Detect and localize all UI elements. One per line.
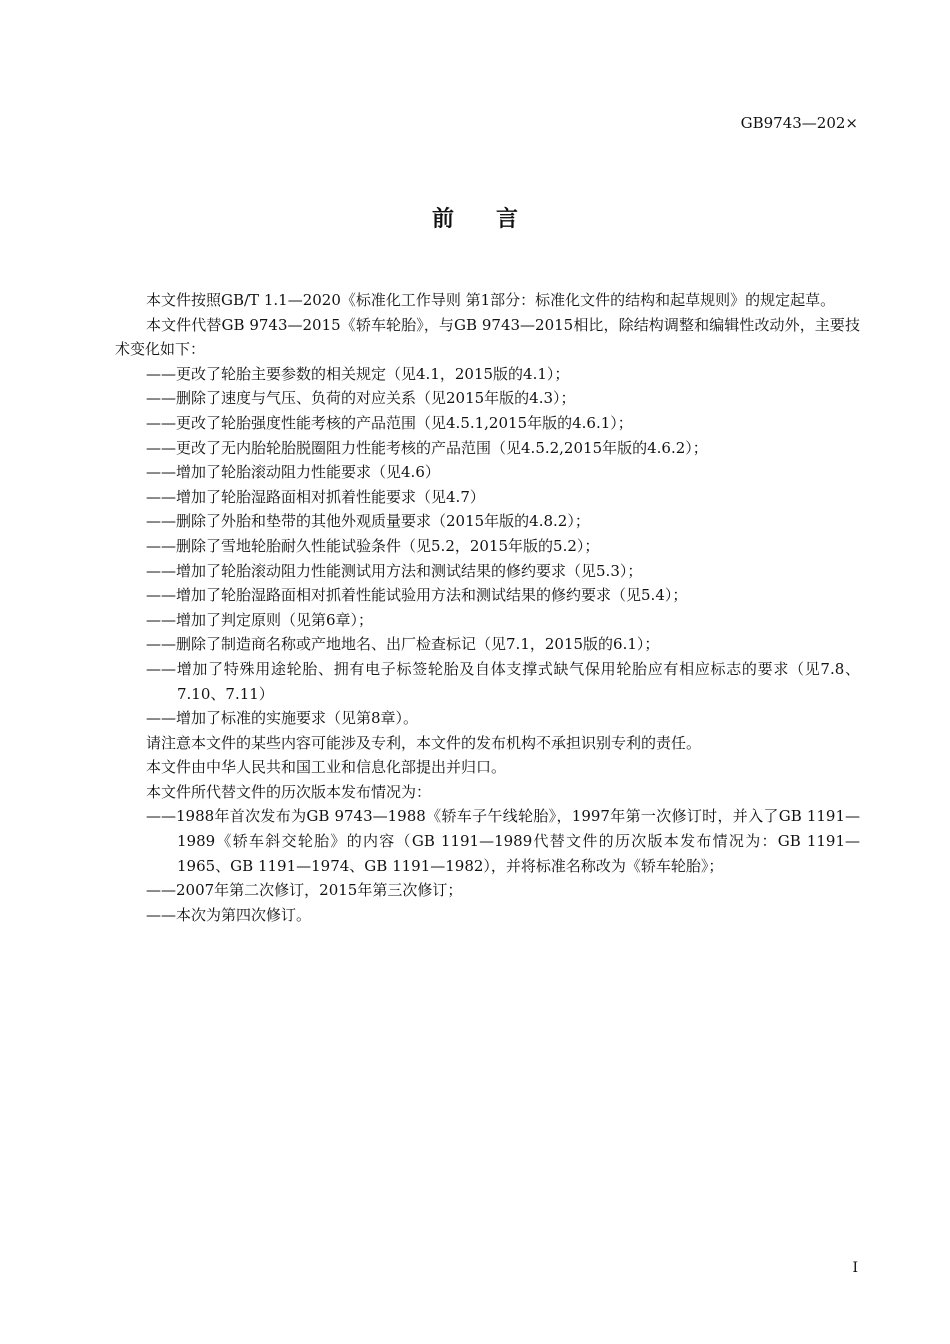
paragraph-proposer: 本文件由中华人民共和国工业和信息化部提出并归口。 [146, 758, 507, 777]
list-item: ——删除了速度与气压、负荷的对应关系（见2015年版的4.3）； [146, 389, 576, 408]
list-item: ——增加了轮胎湿路面相对抓着性能试验用方法和测试结果的修约要求（见5.4）； [146, 586, 688, 605]
list-item: ——更改了轮胎强度性能考核的产品范围（见4.5.1,2015年版的4.6.1）； [146, 413, 633, 432]
changes-list [115, 362, 860, 731]
list-item: ——1988年首次发布为GB 9743—1988《轿车子午线轮胎》，1997年第一次修订时，并入了GB 1191—1989《轿车斜交轮胎》的内容（GB 1191—1989代替文件的历次版本发布情况为：GB 1191—1965、GB 1191—1974、GB 1191—1982），并将标准名称改为《轿车轮胎》； [146, 807, 860, 875]
list-item: ——删除了外胎和垫带的其他外观质量要求（2015年版的4.8.2）； [146, 512, 590, 531]
list-item: ——增加了判定原则（见第6章）； [146, 610, 374, 629]
paragraph-history-intro: 本文件所代替文件的历次版本发布情况为： [146, 782, 432, 801]
page-number: I [852, 1260, 858, 1276]
list-item: ——更改了轮胎主要参数的相关规定（见4.1，2015版的4.1）； [146, 364, 570, 383]
list-item: ——本次为第四次修订。 [146, 905, 312, 924]
list-item: ——增加了轮胎滚动阻力性能要求（见4.6） [146, 463, 440, 482]
list-item: ——删除了雪地轮胎耐久性能试验条件（见5.2，2015年版的5.2）； [146, 536, 600, 555]
document-code: GB9743—202× [740, 114, 858, 132]
list-item: ——增加了轮胎滚动阻力性能测试用方法和测试结果的修约要求（见5.3）； [146, 561, 643, 580]
list-item: ——增加了标准的实施要求（见第8章）。 [146, 709, 419, 728]
paragraph-replacement: 本文件代替GB 9743—2015《轿车轮胎》，与GB 9743—2015相比，除结构调整和编辑性改动外，主要技术变化如下： [115, 315, 860, 359]
list-item: ——增加了轮胎湿路面相对抓着性能要求（见4.7） [146, 487, 485, 506]
paragraph-basis: 本文件按照GB/T 1.1—2020《标准化工作导则 第1部分：标准化文件的结构和起草规则》的规定起草。 [146, 291, 836, 309]
list-item: ——增加了特殊用途轮胎、拥有电子标签轮胎及自体支撑式缺气保用轮胎应有相应标志的要求（见7.8、7.10、7.11） [146, 659, 860, 703]
paragraph-patent: 请注意本文件的某些内容可能涉及专利，本文件的发布机构不承担识别专利的责任。 [146, 733, 702, 752]
page-title: 前言 [431, 206, 560, 232]
history-list [115, 804, 860, 927]
foreword-body [115, 288, 860, 927]
list-item: ——删除了制造商名称或产地地名、出厂检查标记（见7.1，2015版的6.1）； [146, 635, 660, 654]
list-item: ——更改了无内胎轮胎脱圈阻力性能考核的产品范围（见4.5.2,2015年版的4.6.2）； [146, 438, 708, 457]
list-item: ——2007年第二次修订，2015年第三次修订； [146, 881, 463, 900]
